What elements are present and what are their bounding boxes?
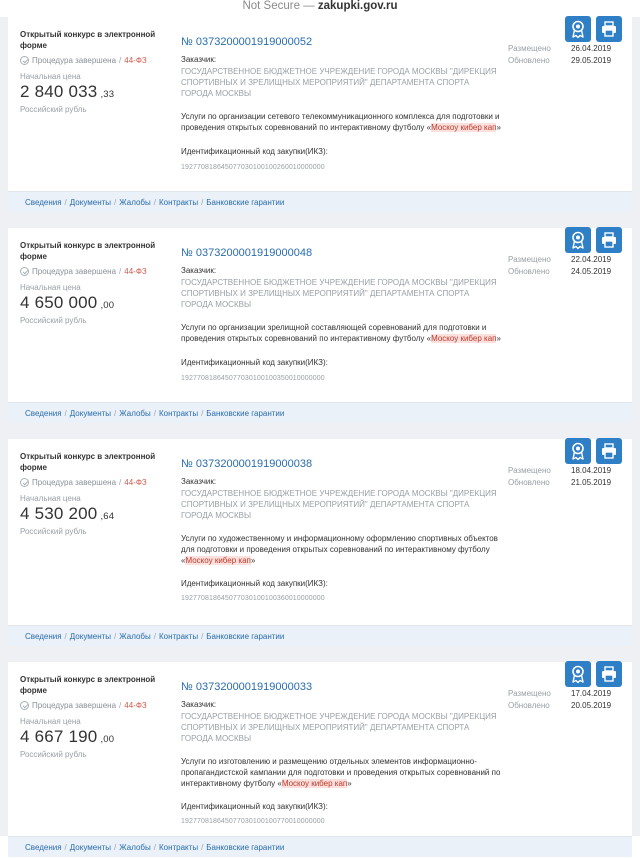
price-main: 4 650 000 [20, 293, 98, 312]
card-body [8, 662, 632, 836]
nav-documents[interactable]: Документы [69, 632, 112, 641]
nav-documents[interactable]: Документы [69, 198, 112, 207]
nav-documents[interactable]: Документы [69, 409, 112, 418]
status-separator: / [119, 56, 122, 65]
procedure-type: Открытый конкурс в электронной форме [20, 241, 156, 261]
updated-date: 29.05.2019 [571, 56, 612, 65]
posted-label: Размещено [508, 466, 551, 475]
purchase-number-link[interactable]: № 0373200001919000048 [181, 247, 313, 259]
nav-bank-guarantees[interactable]: Банковские гарантии [206, 632, 285, 641]
nav-complaints[interactable]: Жалобы [119, 409, 151, 418]
purchase-list [0, 17, 640, 852]
nav-separator: / [153, 198, 156, 207]
currency-label: Российский рубль [20, 750, 87, 759]
nav-complaints[interactable]: Жалобы [119, 198, 151, 207]
security-label: Not Secure [242, 0, 300, 12]
search-highlight: Москоу кибер кап [281, 779, 348, 788]
award-icon [570, 231, 586, 249]
updated-label: Обновлено [508, 267, 550, 276]
card-gap [8, 423, 632, 439]
purchase-card [8, 439, 632, 646]
status-separator: / [119, 267, 122, 276]
award-button[interactable] [565, 438, 591, 464]
card-body [8, 17, 632, 191]
nav-svedeniya[interactable]: Сведения [25, 409, 62, 418]
address-separator: — [303, 0, 315, 12]
check-circle-icon [20, 478, 29, 487]
updated-label: Обновлено [508, 478, 550, 487]
procedure-type: Открытый конкурс в электронной форме [20, 452, 156, 472]
initial-price [20, 82, 114, 102]
nav-separator: / [153, 409, 156, 418]
price-main: 2 840 033 [20, 82, 98, 101]
ikz-label: Идентификационный код закупки(ИКЗ): [181, 147, 328, 156]
price-label: Начальная цена [20, 717, 81, 726]
initial-price [20, 727, 114, 747]
nav-separator: / [201, 198, 204, 207]
updated-date: 24.05.2019 [571, 267, 612, 276]
nav-separator: / [114, 843, 117, 852]
initial-price [20, 504, 114, 524]
currency-label: Российский рубль [20, 105, 87, 114]
nav-complaints[interactable]: Жалобы [119, 843, 151, 852]
card-actions [565, 438, 622, 464]
procedure-type: Открытый конкурс в электронной форме [20, 30, 156, 50]
posted-date: 17.04.2019 [571, 689, 612, 698]
currency-label: Российский рубль [20, 316, 87, 325]
check-circle-icon [20, 267, 29, 276]
price-cents: ,64 [100, 511, 115, 522]
search-highlight: Москоу кибер кап [431, 123, 497, 132]
ikz-label: Идентификационный код закупки(ИКЗ): [181, 579, 328, 588]
purchase-description [181, 756, 511, 789]
search-highlight: Москоу кибер кап [431, 334, 497, 343]
card-actions [565, 16, 622, 42]
price-cents: ,00 [100, 734, 115, 745]
price-main: 4 667 190 [20, 727, 98, 746]
nav-separator: / [201, 409, 204, 418]
procedure-status [20, 701, 147, 710]
award-icon [570, 665, 586, 683]
print-button[interactable] [596, 438, 622, 464]
initial-price [20, 293, 114, 313]
nav-complaints[interactable]: Жалобы [119, 632, 151, 641]
nav-svedeniya[interactable]: Сведения [25, 632, 62, 641]
posted-date: 26.04.2019 [571, 44, 612, 53]
procedure-status [20, 478, 147, 487]
card-nav-links [8, 836, 632, 857]
dates-block [508, 43, 611, 67]
updated-label: Обновлено [508, 701, 550, 710]
nav-contracts[interactable]: Контракты [158, 632, 199, 641]
purchase-number-link[interactable]: № 0373200001919000033 [181, 681, 313, 693]
customer-label: Заказчик: [181, 477, 217, 486]
nav-contracts[interactable]: Контракты [158, 843, 199, 852]
nav-documents[interactable]: Документы [69, 843, 112, 852]
card-body [8, 439, 632, 625]
description-text: Услуги по художественному и информационному оформлению спортивных объектов для подготовки и проведения открытых соревнований по интерактивному футболу « [181, 534, 498, 565]
status-text: Процедура завершена [32, 267, 117, 276]
customer-name[interactable]: ГОСУДАРСТВЕННОЕ БЮДЖЕТНОЕ УЧРЕЖДЕНИЕ ГОРОДА МОСКВЫ "ДИРЕКЦИЯ СПОРТИВНЫХ И ЗРЕЛИЩНЫХ МЕРОПРИЯТИЙ" ДЕПАРТАМЕНТА СПОРТА ГОРОДА МОСКВЫ [181, 712, 497, 743]
posted-date: 22.04.2019 [571, 255, 612, 264]
currency-label: Российский рубль [20, 527, 87, 536]
purchase-description [181, 533, 511, 566]
nav-separator: / [153, 843, 156, 852]
updated-label: Обновлено [508, 56, 550, 65]
status-text: Процедура завершена [32, 478, 117, 487]
status-text: Процедура завершена [32, 701, 117, 710]
ikz-label: Идентификационный код закупки(ИКЗ): [181, 802, 328, 811]
purchase-card [8, 17, 632, 212]
nav-separator: / [114, 409, 117, 418]
procedure-status [20, 267, 147, 276]
purchase-description [181, 111, 511, 133]
law-badge[interactable]: 44-ФЗ [124, 701, 147, 710]
award-button[interactable] [565, 16, 591, 42]
description-closing-quote: » [250, 556, 256, 565]
customer-label: Заказчик: [181, 266, 217, 275]
print-button[interactable] [596, 661, 622, 687]
description-text: Услуги по организации сетевого телекоммуникационного комплекса для подготовки и проведения открытых соревнований по интерактивному футболу « [181, 112, 500, 132]
card-nav-links [8, 625, 632, 646]
price-main: 4 530 200 [20, 504, 98, 523]
check-circle-icon [20, 56, 29, 65]
purchase-number-link[interactable]: № 0373200001919000052 [181, 36, 313, 48]
posted-label: Размещено [508, 689, 551, 698]
law-badge[interactable]: 44-ФЗ [124, 56, 147, 65]
nav-contracts[interactable]: Контракты [158, 198, 199, 207]
ikz-code: 192770818645077030100100770010000000 [181, 818, 325, 825]
description-closing-quote: » [496, 334, 501, 343]
ikz-code: 192770818645077030100100260010000000 [181, 164, 325, 171]
price-label: Начальная цена [20, 283, 81, 292]
nav-contracts[interactable]: Контракты [158, 409, 199, 418]
nav-separator: / [201, 843, 204, 852]
dates-block [508, 465, 611, 489]
updated-date: 20.05.2019 [571, 701, 612, 710]
posted-label: Размещено [508, 44, 551, 53]
card-actions [565, 661, 622, 687]
status-text: Процедура завершена [32, 56, 117, 65]
award-icon [570, 442, 586, 460]
card-gap [8, 646, 632, 662]
customer-name[interactable]: ГОСУДАРСТВЕННОЕ БЮДЖЕТНОЕ УЧРЕЖДЕНИЕ ГОРОДА МОСКВЫ "ДИРЕКЦИЯ СПОРТИВНЫХ И ЗРЕЛИЩНЫХ МЕРОПРИЯТИЙ" ДЕПАРТАМЕНТА СПОРТА ГОРОДА МОСКВЫ [181, 489, 497, 520]
purchase-description [181, 322, 511, 344]
description-closing-quote: » [496, 123, 501, 132]
law-badge[interactable]: 44-ФЗ [124, 478, 147, 487]
award-icon [570, 20, 586, 38]
price-label: Начальная цена [20, 494, 81, 503]
customer-name[interactable]: ГОСУДАРСТВЕННОЕ БЮДЖЕТНОЕ УЧРЕЖДЕНИЕ ГОРОДА МОСКВЫ "ДИРЕКЦИЯ СПОРТИВНЫХ И ЗРЕЛИЩНЫХ МЕРОПРИЯТИЙ" ДЕПАРТАМЕНТА СПОРТА ГОРОДА МОСКВЫ [181, 67, 497, 98]
procedure-status [20, 56, 147, 65]
customer-label: Заказчик: [181, 55, 217, 64]
nav-separator: / [64, 632, 67, 641]
search-highlight: Москоу кибер кап [185, 556, 251, 565]
purchase-card [8, 228, 632, 423]
nav-separator: / [64, 843, 67, 852]
posted-label: Размещено [508, 255, 551, 264]
host-label: zakupki.gov.ru [317, 0, 398, 12]
card-actions [565, 227, 622, 253]
nav-svedeniya[interactable]: Сведения [25, 198, 62, 207]
award-button[interactable] [565, 661, 591, 687]
nav-separator: / [153, 632, 156, 641]
nav-separator: / [114, 198, 117, 207]
price-label: Начальная цена [20, 72, 81, 81]
dates-block [508, 254, 611, 278]
nav-svedeniya[interactable]: Сведения [25, 843, 62, 852]
print-button[interactable] [596, 16, 622, 42]
ikz-code: 192770818645077030100100350010000000 [181, 375, 325, 382]
nav-bank-guarantees[interactable]: Банковские гарантии [206, 843, 285, 852]
card-body [8, 228, 632, 402]
card-gap [8, 212, 632, 228]
dates-block [508, 688, 611, 712]
customer-name[interactable]: ГОСУДАРСТВЕННОЕ БЮДЖЕТНОЕ УЧРЕЖДЕНИЕ ГОРОДА МОСКВЫ "ДИРЕКЦИЯ СПОРТИВНЫХ И ЗРЕЛИЩНЫХ МЕРОПРИЯТИЙ" ДЕПАРТАМЕНТА СПОРТА ГОРОДА МОСКВЫ [181, 278, 497, 309]
award-button[interactable] [565, 227, 591, 253]
card-nav-links [8, 402, 632, 423]
law-badge[interactable]: 44-ФЗ [124, 267, 147, 276]
printer-icon [601, 666, 617, 682]
ikz-code: 192770818645077030100100360010000000 [181, 595, 325, 602]
description-text: Услуги по изготовлению и размещению отдельных элементов информационно-пропагандистской кампании для подготовки и проведения открытых соревнований по интерактивному футболу « [181, 757, 501, 788]
card-nav-links [8, 191, 632, 212]
printer-icon [601, 21, 617, 37]
browser-address-bar[interactable] [0, 0, 640, 17]
nav-separator: / [201, 632, 204, 641]
description-text: Услуги по организации зрелищной составляющей соревнований для подготовки и проведения открытых соревнований по интерактивному футболу « [181, 323, 487, 343]
price-cents: ,00 [100, 300, 115, 311]
nav-separator: / [64, 198, 67, 207]
ikz-label: Идентификационный код закупки(ИКЗ): [181, 358, 328, 367]
check-circle-icon [20, 701, 29, 710]
nav-separator: / [114, 632, 117, 641]
print-button[interactable] [596, 227, 622, 253]
nav-bank-guarantees[interactable]: Банковские гарантии [206, 409, 285, 418]
printer-icon [601, 443, 617, 459]
updated-date: 21.05.2019 [571, 478, 612, 487]
procedure-type: Открытый конкурс в электронной форме [20, 675, 156, 695]
status-separator: / [119, 478, 122, 487]
posted-date: 18.04.2019 [571, 466, 612, 475]
nav-bank-guarantees[interactable]: Банковские гарантии [206, 198, 285, 207]
printer-icon [601, 232, 617, 248]
purchase-card [8, 662, 632, 857]
price-cents: ,33 [100, 89, 115, 100]
status-separator: / [119, 701, 122, 710]
purchase-number-link[interactable]: № 0373200001919000038 [181, 458, 313, 470]
customer-label: Заказчик: [181, 700, 217, 709]
nav-separator: / [64, 409, 67, 418]
description-closing-quote: » [347, 779, 352, 788]
